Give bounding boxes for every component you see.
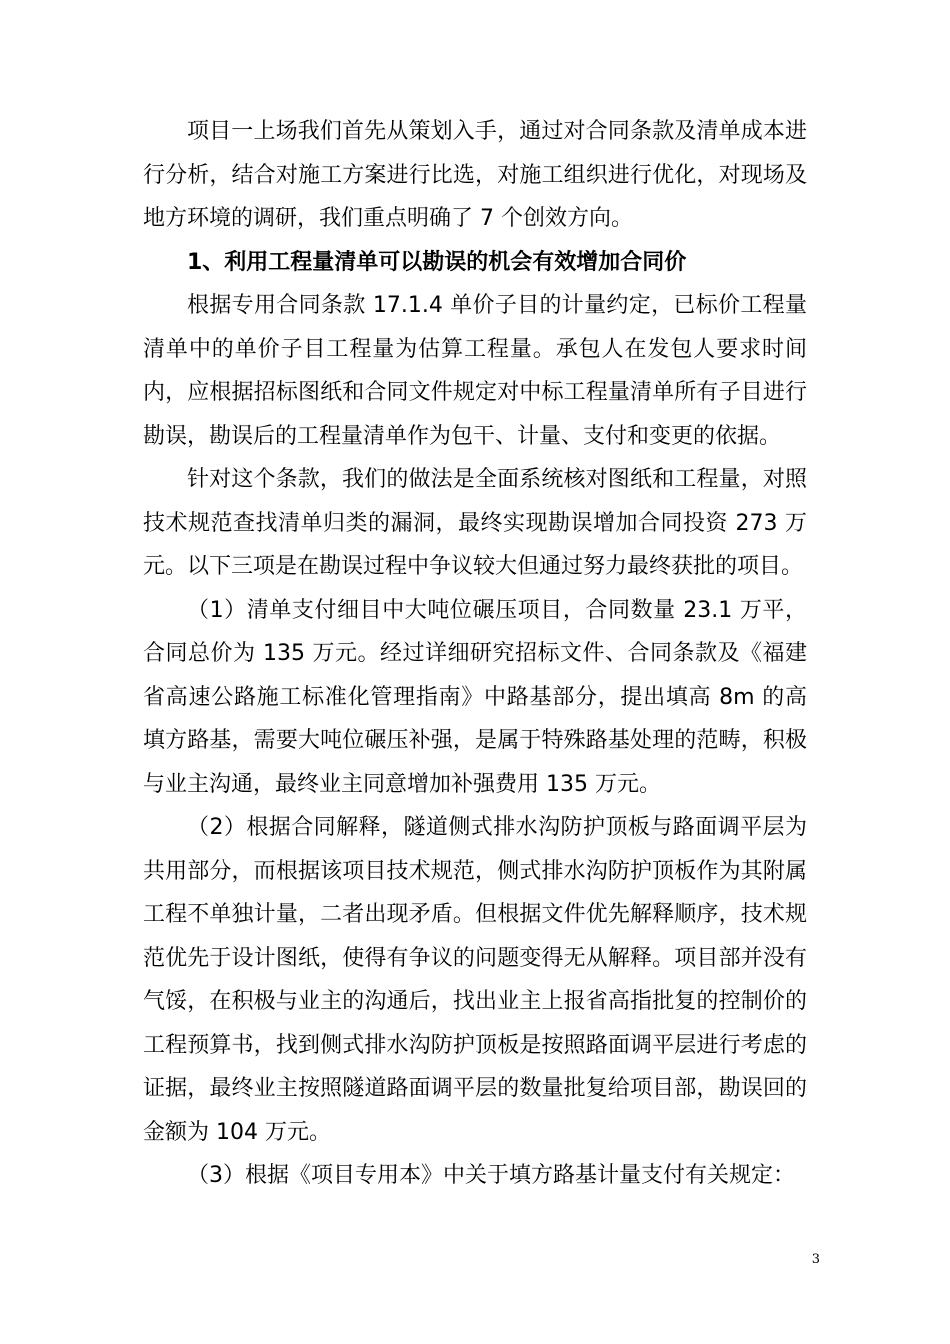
paragraph-item-1: （1）清单支付细目中大吨位碾压项目，合同数量 23.1 万平，合同总价为 135 万元。经过详细研究招标文件、合同条款及《福建省高速公路施工标准化管理指南》中路基部分，提出填高 8m 的高填方路基，需要大吨位碾压补强，是属于特殊路基处理的范畴，积极与业主沟通，最终业主同意增加补强费用 135 万元。 bbox=[143, 597, 807, 797]
section-heading: 1、利用工程量清单可以勘误的机会有效增加合同价 bbox=[187, 249, 687, 275]
paragraph-item-2: （2）根据合同解释，隧道侧式排水沟防护顶板与路面调平层为共用部分，而根据该项目技术规范，侧式排水沟防护顶板作为其附属工程不单独计量，二者出现矛盾。但根据文件优先解释顺序，技术规范优先于设计图纸，使得有争议的问题变得无从解释。项目部并没有气馁，在积极与业主的沟通后，找出业主上报省高指批复的控制价的工程预算书，找到侧式排水沟防护顶板是按照路面调平层进行考虑的证据，最终业主按照隧道路面调平层的数量批复给项目部，勘误回的金额为 104 万元。 bbox=[143, 815, 807, 1145]
paragraph-approach: 针对这个条款，我们的做法是全面系统核对图纸和工程量，对照技术规范查找清单归类的漏洞，最终实现勘误增加合同投资 273 万元。以下三项是在勘误过程中争议较大但通过努力最终获批的项目。 bbox=[143, 467, 807, 579]
page-number: 3 bbox=[811, 1252, 820, 1267]
paragraph-item-3: （3）根据《项目专用本》中关于填方路基计量支付有关规定： bbox=[187, 1163, 795, 1188]
paragraph-contract-clause: 根据专用合同条款 17.1.4 单价子目的计量约定，已标价工程量清单中的单价子目工程量为估算工程量。承包人在发包人要求时间内，应根据招标图纸和合同文件规定对中标工程量清单所有子目进行勘误，勘误后的工程量清单作为包干、计量、支付和变更的依据。 bbox=[143, 293, 807, 449]
paragraph-intro: 项目一上场我们首先从策划入手，通过对合同条款及清单成本进行分析，结合对施工方案进行比选，对施工组织进行优化，对现场及地方环境的调研，我们重点明确了 7 个创效方向。 bbox=[143, 119, 807, 231]
document-body bbox=[143, 110, 807, 1198]
